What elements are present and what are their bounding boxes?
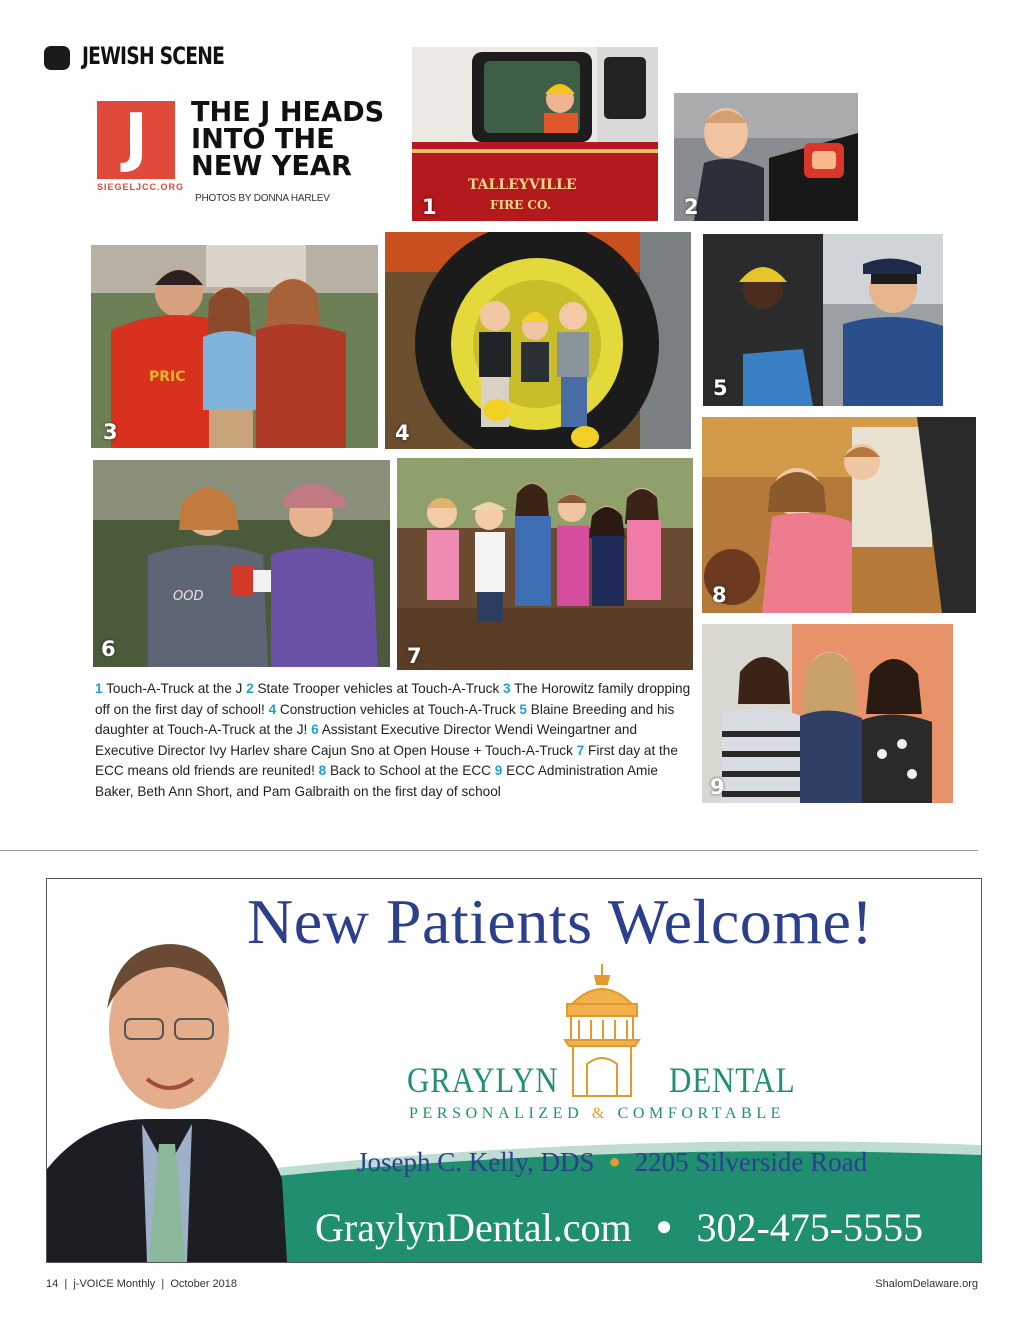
caption-text: First day at the ECC means old friends are reunited! [95, 742, 678, 778]
brand-tagline: PERSONALIZED & COMFORTABLE [409, 1105, 786, 1122]
photo-number: 2 [684, 195, 699, 219]
caption-number: 8 [318, 763, 327, 778]
photo-7 [397, 458, 693, 670]
caption-text: State Trooper vehicles at Touch-A-Truck [257, 681, 500, 696]
caption-text: Assistant Executive Director Wendi Weingartner and Executive Director Ivy Harlev share Cajun Sno at Open House + Touch-A-Truck [95, 722, 638, 758]
doctor-photo [47, 919, 287, 1262]
caption-number: 5 [519, 701, 527, 717]
photo-number: 6 [101, 637, 116, 661]
photo-captions [95, 679, 695, 802]
doctor-and-address [357, 1147, 867, 1178]
doctor-name: Joseph C. Kelly, DDS [357, 1147, 595, 1177]
dental-ad [46, 878, 982, 1263]
jcc-site: SIEGELJCC.ORG [97, 182, 185, 192]
photo-5 [703, 234, 943, 406]
caption-text: Construction vehicles at Touch-A-Truck [279, 701, 516, 717]
photo-number: 5 [713, 376, 728, 400]
footer-issue: 14 | j-VOICE Monthly | October 2018 [46, 1278, 238, 1290]
phone-number[interactable]: 302-475-5555 [696, 1205, 924, 1250]
caption-text: The Horowitz family dropping off on the first day of school! [95, 681, 691, 717]
photo-number: 8 [712, 583, 727, 607]
svg-text:TALLEYVILLE: TALLEYVILLE [468, 177, 577, 193]
ad-headline: New Patients Welcome! [247, 886, 874, 957]
caption-text: Touch-A-Truck at the J [106, 681, 243, 696]
brand-name-left: GRAYLYN [407, 1060, 559, 1100]
bullet-icon: ● [608, 1151, 621, 1173]
contact-line [315, 1204, 923, 1251]
bullet-icon: ● [655, 1211, 673, 1242]
caption-number: 1 [95, 681, 103, 696]
section-marker [44, 46, 70, 70]
divider [0, 850, 978, 851]
caption-number: 7 [576, 742, 585, 758]
photo-credit: PHOTOS BY DONNA HARLEV [195, 193, 330, 204]
photo-6 [93, 460, 390, 667]
photo-4 [385, 232, 691, 449]
website-link[interactable]: GraylynDental.com [315, 1205, 632, 1250]
photo-number: 7 [407, 644, 422, 668]
caption-number: 6 [311, 722, 319, 737]
photo-1 [412, 47, 658, 221]
photo-9 [702, 624, 953, 803]
caption-text: Back to School at the ECC [330, 763, 491, 778]
photo-8 [702, 417, 976, 613]
svg-text:PRIC: PRIC [149, 369, 186, 385]
address: 2205 Silverside Road [634, 1147, 868, 1177]
svg-text:OOD: OOD [173, 589, 204, 604]
svg-text:FIRE CO.: FIRE CO. [490, 198, 551, 212]
page-title: THE J HEADS INTO THE NEW YEAR [191, 95, 385, 182]
footer-site[interactable]: ShalomDelaware.org [875, 1278, 978, 1290]
photo-number: 1 [422, 195, 437, 219]
caption-text: ECC Administration Amie Baker, Beth Ann Short, and Pam Galbraith on the first day of school [95, 763, 658, 799]
photo-number: 3 [103, 420, 118, 444]
caption-number: 2 [246, 681, 254, 696]
caption-number: 9 [494, 763, 503, 778]
photo-number: 4 [395, 421, 410, 445]
photo-number: 9 [710, 775, 725, 799]
brand-name-right: DENTAL [669, 1060, 796, 1100]
photo-3 [91, 245, 378, 448]
section-label: JEWISH SCENE [82, 42, 225, 70]
caption-text: Blaine Breeding and his daughter at Touch-A-Truck at the J! [95, 701, 675, 737]
photo-2 [674, 93, 858, 221]
caption-number: 4 [268, 701, 277, 717]
jcc-logo: J [97, 101, 175, 179]
caption-number: 3 [503, 681, 511, 696]
